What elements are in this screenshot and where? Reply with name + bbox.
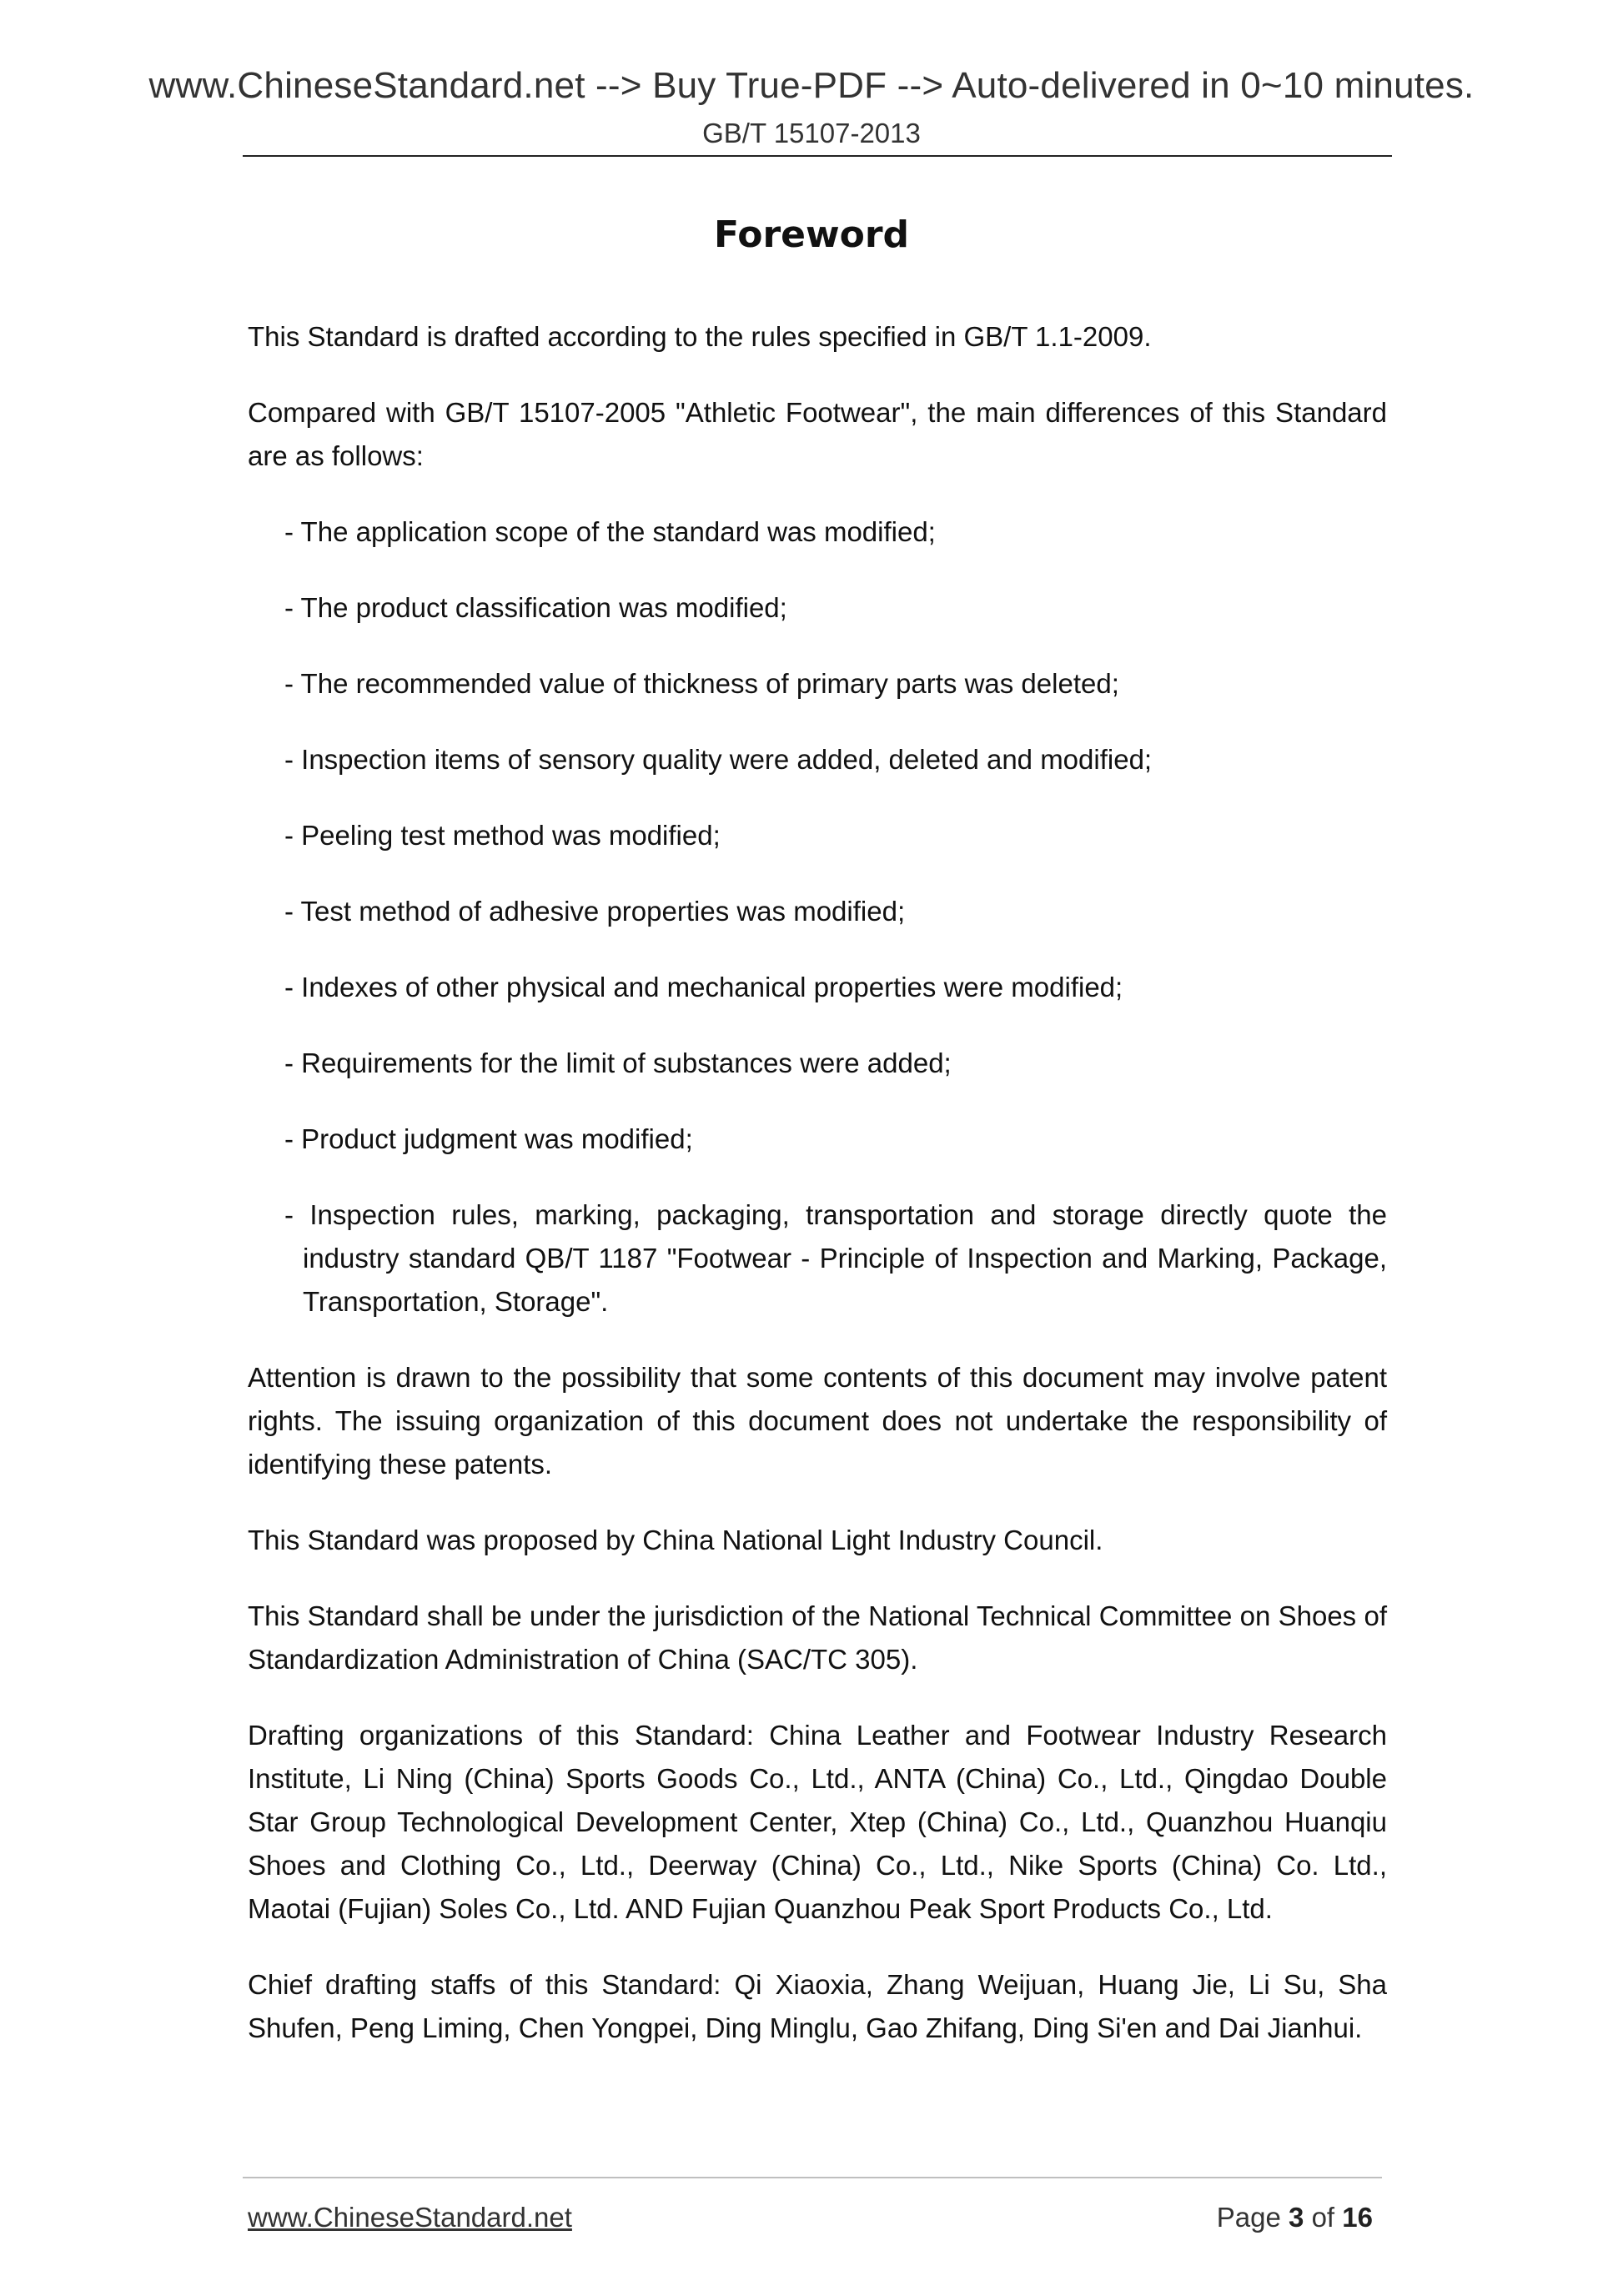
list-item: - Indexes of other physical and mechanical properties were modified; bbox=[284, 972, 1123, 1002]
patent-notice-paragraph: Attention is drawn to the possibility that some contents of this document may involve patent rights. The issuing organization of this document does not undertake the responsibility of identifying these patents. bbox=[248, 1362, 1387, 1480]
intro-paragraph: Compared with GB/T 15107-2005 "Athletic Footwear", the main differences of this Standard are as follows: bbox=[248, 397, 1387, 471]
differences-list bbox=[248, 510, 1387, 1324]
banner-text: www.ChineseStandard.net --> Buy True-PDF --> Auto-delivered in 0~10 minutes. bbox=[148, 65, 1475, 106]
proposer-paragraph: This Standard was proposed by China National Light Industry Council. bbox=[248, 1525, 1103, 1555]
footer-site-link[interactable]: www.ChineseStandard.net bbox=[248, 2202, 572, 2233]
header-divider bbox=[243, 155, 1392, 157]
document-body bbox=[248, 315, 1387, 2082]
drafting-organizations-paragraph: Drafting organizations of this Standard: China Leather and Footwear Industry Research Institute, Li Ning (China) Sports Goods Co., Ltd., ANTA (China) Co., Ltd., Qingdao Double Star Group Technological Development Center, Xtep (China) Co., Ltd., Quanzhou Huanqiu Shoes and Clothing Co., Ltd., Deerway (China) Co., Ltd., Nike Sports (China) Co. Ltd., Maotai (Fujian) Soles Co., Ltd. AND Fujian Quanzhou Peak Sport Products Co., Ltd. bbox=[248, 1720, 1387, 1924]
jurisdiction-paragraph: This Standard shall be under the jurisdiction of the National Technical Committee on Shoes of Standardization Administration of China (SAC/TC 305). bbox=[248, 1600, 1387, 1675]
list-item: - The recommended value of thickness of primary parts was deleted; bbox=[284, 668, 1119, 699]
list-item: - Requirements for the limit of substances were added; bbox=[284, 1048, 952, 1078]
page-title: Foreword bbox=[713, 214, 910, 256]
list-item: - The product classification was modified; bbox=[284, 592, 787, 623]
page-current: 3 bbox=[1289, 2202, 1304, 2233]
document-code: GB/T 15107-2013 bbox=[702, 118, 921, 148]
intro-paragraph: This Standard is drafted according to the rules specified in GB/T 1.1-2009. bbox=[248, 321, 1152, 352]
footer-divider bbox=[243, 2177, 1382, 2178]
list-item: - Inspection items of sensory quality were added, deleted and modified; bbox=[284, 744, 1153, 775]
list-item: - Inspection rules, marking, packaging, transportation and storage directly quote the industry standard QB/T 1187 "Footwear - Principle of Inspection and Marking, Package, Transportation, Storage". bbox=[284, 1199, 1387, 1317]
list-item: - The application scope of the standard was modified; bbox=[284, 516, 936, 547]
page-of: of bbox=[1311, 2202, 1335, 2233]
list-item: - Peeling test method was modified; bbox=[284, 820, 721, 851]
drafting-staff-paragraph: Chief drafting staffs of this Standard: Qi Xiaoxia, Zhang Weijuan, Huang Jie, Li Su, Sha Shufen, Peng Liming, Chen Yongpei, Ding Minglu, Gao Zhifang, Ding Si'en and Dai Jianhui. bbox=[248, 1969, 1387, 2043]
page-number bbox=[1217, 2202, 1373, 2233]
page-total: 16 bbox=[1342, 2202, 1373, 2233]
page-prefix: Page bbox=[1216, 2202, 1281, 2233]
list-item: - Test method of adhesive properties was modified; bbox=[284, 896, 906, 927]
list-item: - Product judgment was modified; bbox=[284, 1123, 693, 1154]
